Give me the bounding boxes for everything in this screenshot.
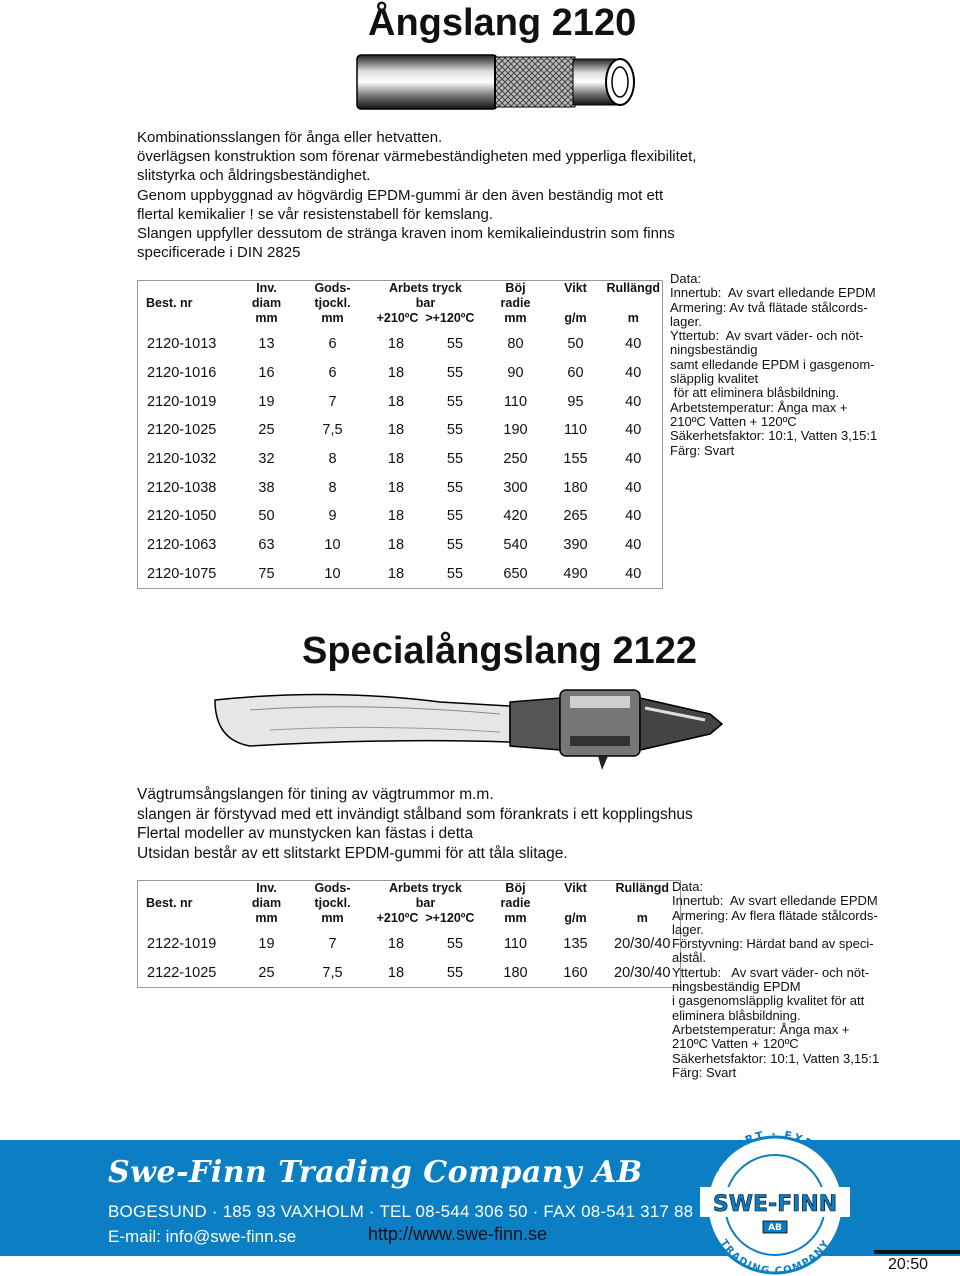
spec-table-2120 (137, 280, 663, 589)
table-row (138, 930, 681, 959)
data-line: Data: (672, 879, 704, 894)
data-line: Yttertub: Av svart väder- och nöt- (672, 964, 870, 980)
table-cell: 55 (446, 451, 464, 468)
table-cell: 8 (328, 451, 337, 468)
spec-table-2122 (137, 880, 681, 988)
table-header-row (138, 281, 663, 331)
product-description (137, 785, 777, 863)
table-cell: 2122-1025 (147, 964, 217, 981)
table-cell: 55 (446, 336, 464, 353)
company-website-link[interactable]: http://www.swe-finn.se (368, 1224, 548, 1244)
table-cell: 40 (625, 537, 642, 554)
company-name: Swe-Finn Trading Company AB (108, 1155, 643, 1190)
table-cell: 55 (446, 393, 464, 410)
table-cell: 10 (324, 565, 341, 582)
table-row (138, 473, 663, 502)
table-cell: 7 (328, 936, 337, 953)
table-cell: 18 (387, 565, 405, 582)
table-cell: 2120-1075 (147, 565, 217, 582)
table-cell: 50 (567, 336, 584, 353)
table-cell: 55 (446, 422, 464, 439)
table-cell: 300 (503, 479, 528, 496)
table-cell: 6 (328, 365, 337, 382)
table-header-row (138, 881, 681, 931)
table-cell: 40 (625, 451, 642, 468)
table-row (138, 959, 681, 988)
table-cell: 8 (328, 479, 337, 496)
table-cell: 650 (503, 565, 528, 582)
data-line: lager. (672, 921, 704, 937)
header-inv-diam: Inv. diam mm (251, 281, 282, 325)
table-cell: 6 (328, 336, 337, 353)
table-cell: 40 (625, 393, 642, 410)
header-gods-tjockl: Gods- tjockl. mm (314, 281, 351, 325)
header-vikt: Vikt g/m (564, 281, 587, 325)
section-title: Specialångslang 2122 (302, 630, 697, 672)
table-cell: 40 (625, 479, 642, 496)
header-boj-radie: Böj radie mm (500, 881, 531, 925)
description-line: Flertal modeller av munstycken kan fästas i detta (137, 825, 473, 843)
table-cell: 25 (258, 422, 275, 439)
table-cell: 110 (503, 936, 528, 953)
table-cell: 55 (446, 537, 464, 554)
table-cell: 2120-1038 (147, 479, 217, 496)
data-line: 210ºC Vatten + 120ºC (670, 413, 797, 429)
data-line: för att eliminera blåsbildning. (670, 385, 840, 401)
header-rullangd: Rullängd m (615, 881, 669, 925)
table-cell: 16 (258, 365, 275, 382)
table-cell: 7 (328, 393, 337, 410)
table-row (138, 502, 663, 531)
table-cell: 9 (328, 508, 337, 525)
table-cell: 10 (324, 537, 341, 554)
table-row (138, 387, 663, 416)
data-line: Färg: Svart (670, 442, 735, 458)
description-line: Vägtrumsångslangen för tining av vägtrummor m.m. (137, 786, 494, 803)
table-cell: 20/30/40 (614, 964, 671, 981)
table-cell: 2120-1032 (147, 451, 217, 468)
table-cell: 2120-1025 (147, 422, 217, 439)
data-line: Data: (670, 271, 702, 286)
header-best-nr: Best. nr (146, 896, 193, 910)
logo-top-text: IMPORT · EXPORT (709, 1127, 841, 1174)
table-cell: 7,5 (322, 964, 343, 981)
table-cell: 55 (446, 365, 464, 382)
logo-bottom-text: TRADING COMPANY (717, 1237, 833, 1275)
data-line: 210ºC Vatten + 120ºC (672, 1036, 799, 1052)
table-cell: 38 (258, 479, 275, 496)
table-cell: 190 (503, 422, 528, 439)
data-line: Förstyvning: Härdat band av speci- (672, 936, 874, 952)
table-cell: 55 (446, 936, 464, 953)
table-cell: 18 (387, 508, 405, 525)
table-cell: 75 (258, 565, 275, 582)
table-cell: 2120-1016 (147, 365, 217, 382)
data-line: Innertub: Av svart elledande EPDM (672, 893, 878, 909)
page-number-rule (874, 1250, 960, 1254)
table-row (138, 416, 663, 445)
road-culvert-hose-image (210, 680, 730, 775)
data-line: samt elledande EPDM i gasgenom- (670, 356, 875, 372)
swe-finn-logo (690, 1125, 860, 1275)
table-cell: 18 (387, 365, 405, 382)
table-cell: 110 (503, 393, 528, 410)
table-cell: 40 (625, 565, 642, 582)
table-cell: 18 (387, 393, 405, 410)
table-cell: 2120-1050 (147, 508, 217, 525)
table-cell: 55 (446, 565, 464, 582)
company-address: BOGESUND · 185 93 VAXHOLM · TEL 08-544 306 50 · FAX 08-541 317 88 (108, 1202, 694, 1221)
table-cell: 40 (625, 336, 642, 353)
table-cell: 2120-1019 (147, 393, 217, 410)
table-cell: 13 (258, 336, 275, 353)
table-cell: 20/30/40 (614, 936, 671, 953)
data-line: Färg: Svart (672, 1064, 737, 1080)
data-line: släpplig kvalitet (670, 371, 759, 387)
table-cell: 55 (446, 479, 464, 496)
description-line: Slangen uppfyller dessutom de stränga kraven inom kemikalieindustrin som finns (137, 225, 675, 243)
description-line: slitstyrka och åldringsbeständighet. (137, 167, 371, 185)
data-line: Säkerhetsfaktor: 10:1, Vatten 3,15:1 (670, 428, 878, 444)
table-cell: 90 (507, 365, 524, 382)
data-line: ningsbeständig (670, 342, 758, 358)
table-cell: 155 (563, 451, 588, 468)
table-row (138, 531, 663, 560)
description-line: överlägsen konstruktion som förenar värmebeständigheten med ypperliga flexibilitet, (137, 148, 697, 166)
data-line: eliminera blåsbildning. (672, 1007, 801, 1023)
table-cell: 490 (563, 565, 588, 582)
company-email-link[interactable]: E-mail: info@swe-finn.se (108, 1227, 297, 1246)
table-cell: 7,5 (322, 422, 343, 439)
table-cell: 19 (258, 936, 275, 953)
table-cell: 390 (563, 537, 588, 554)
table-cell: 50 (258, 508, 275, 525)
table-row (138, 330, 663, 359)
logo-badge: AB (768, 1223, 782, 1233)
table-row (138, 560, 663, 589)
data-line: Arbetstemperatur: Ånga max + (672, 1021, 850, 1037)
table-cell: 63 (258, 537, 275, 554)
description-line: Utsidan består av ett slitstarkt EPDM-gummi för att tåla slitage. (137, 844, 568, 862)
steam-hose-image (355, 52, 640, 112)
table-cell: 135 (563, 936, 588, 953)
table-cell: 18 (387, 336, 405, 353)
table-cell: 180 (563, 479, 588, 496)
table-cell: 2122-1019 (147, 936, 217, 953)
table-cell: 250 (503, 451, 528, 468)
table-cell: 55 (446, 508, 464, 525)
data-line: i gasgenomsläpplig kvalitet för att (672, 993, 865, 1009)
table-cell: 40 (625, 422, 642, 439)
page-number: 20:50 (888, 1256, 929, 1273)
data-line: Säkerhetsfaktor: 10:1, Vatten 3,15:1 (672, 1050, 880, 1066)
header-arbets-tryck: Arbets tryck bar +210ºC >+120ºC (376, 881, 475, 925)
data-line: Innertub: Av svart elledande EPDM (670, 285, 876, 301)
data-line: Armering: Av flera flätade stålcords- (672, 907, 878, 923)
header-best-nr: Best. nr (146, 296, 193, 310)
table-cell: 18 (387, 936, 405, 953)
table-cell: 2120-1063 (147, 537, 217, 554)
product-data-box (670, 272, 910, 458)
table-cell: 95 (567, 393, 584, 410)
header-rullangd: Rullängd m (606, 281, 660, 325)
table-cell: 180 (503, 964, 528, 981)
table-cell: 55 (446, 964, 464, 981)
data-line: Arbetstemperatur: Ånga max + (670, 399, 848, 415)
table-row (138, 445, 663, 474)
table-cell: 18 (387, 422, 405, 439)
product-data-box (672, 880, 912, 1080)
description-line: slangen är förstyvad med ett invändigt stålband som förankrats i ett kopplingshus (137, 805, 693, 823)
header-boj-radie: Böj radie mm (500, 281, 531, 325)
header-gods-tjockl: Gods- tjockl. mm (314, 881, 351, 925)
header-inv-diam: Inv. diam mm (251, 881, 282, 925)
data-line: Yttertub: Av svart väder- och nöt- (670, 328, 864, 344)
table-cell: 18 (387, 964, 405, 981)
page-title: Ångslang 2120 (368, 2, 637, 44)
table-cell: 32 (258, 451, 275, 468)
table-cell: 420 (503, 508, 528, 525)
table-row (138, 359, 663, 388)
table-cell: 40 (625, 508, 642, 525)
table-cell: 110 (563, 422, 588, 439)
description-line: Kombinationsslangen för ånga eller hetvatten. (137, 129, 443, 146)
table-cell: 25 (258, 964, 275, 981)
table-cell: 18 (387, 479, 405, 496)
table-cell: 540 (503, 537, 528, 554)
table-cell: 40 (625, 365, 642, 382)
data-line: ningsbeständig EPDM (672, 979, 801, 995)
table-cell: 265 (563, 508, 588, 525)
logo-name: SWE-FINN (712, 1192, 838, 1217)
table-cell: 60 (567, 365, 584, 382)
table-cell: 18 (387, 537, 405, 554)
data-line: lager. (670, 313, 702, 329)
data-line: Armering: Av två flätade stålcords- (670, 299, 868, 315)
table-cell: 19 (258, 393, 275, 410)
data-line: alstål. (672, 950, 706, 966)
table-cell: 160 (563, 964, 588, 981)
table-cell: 2120-1013 (147, 336, 217, 353)
description-line: flertal kemikalier ! se vår resistenstabell för kemslang. (137, 205, 493, 223)
header-arbets-tryck: Arbets tryck bar +210ºC >+120ºC (376, 281, 475, 325)
table-cell: 18 (387, 451, 405, 468)
description-line: Genom uppbyggnad av högvärdig EPDM-gummi är den även beständig mot ett (137, 186, 664, 204)
description-line: specificerade i DIN 2825 (137, 244, 301, 262)
product-description (137, 128, 737, 262)
header-vikt: Vikt g/m (564, 881, 587, 925)
table-cell: 80 (507, 336, 524, 353)
